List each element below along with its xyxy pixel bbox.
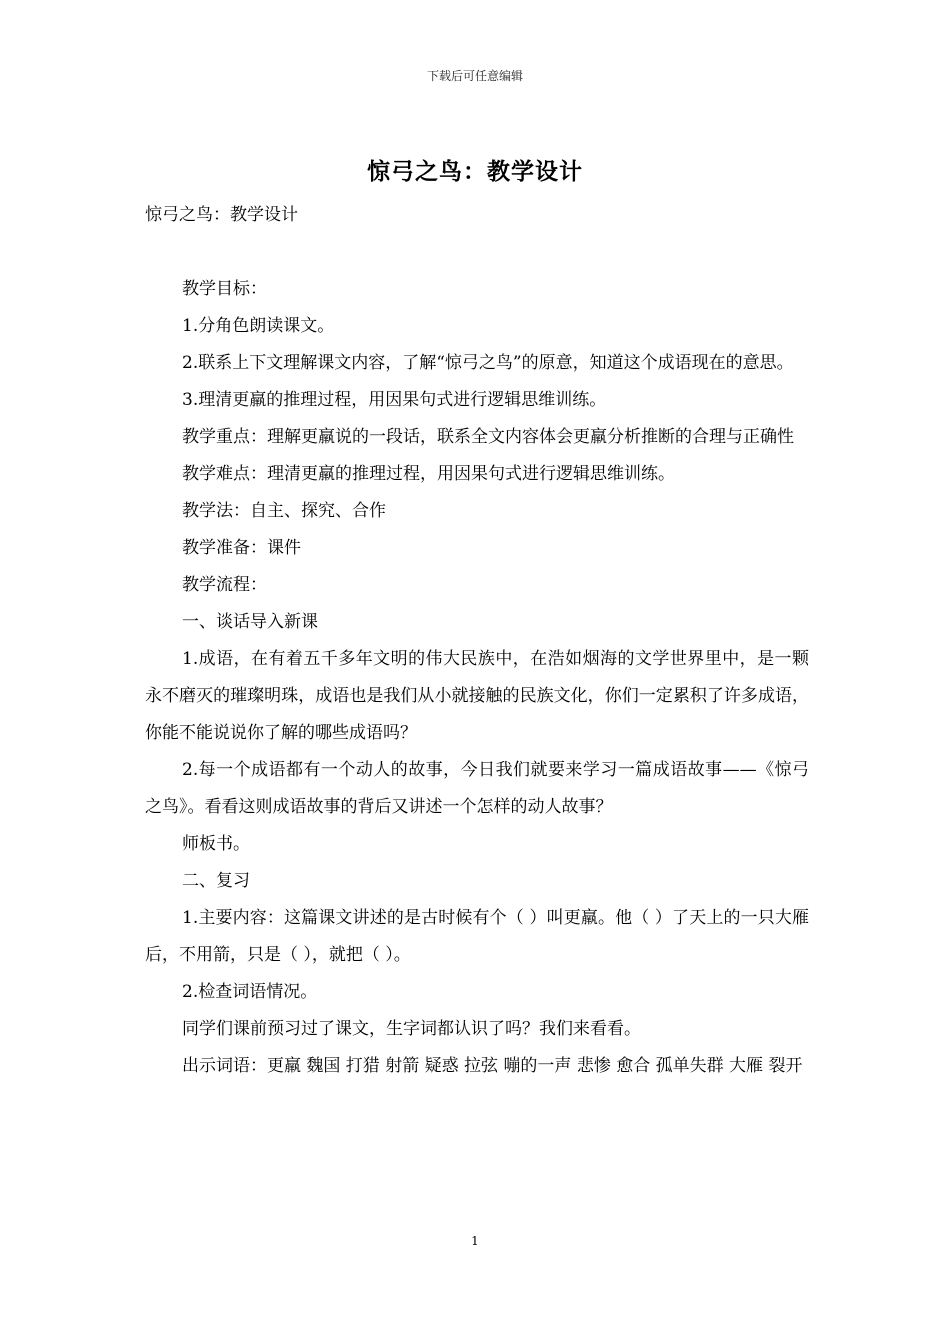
blank-line: [145, 234, 809, 271]
paragraph: 2.检查词语情况。: [182, 982, 318, 1002]
paragraph: 教学重点：理解更羸说的一段话，联系全文内容体会更羸分析推断的合理与正确性: [182, 427, 794, 447]
paragraph: 师板书。: [182, 834, 250, 854]
document-body: [145, 197, 809, 1085]
paragraph: 3.理清更羸的推理过程，用因果句式进行逻辑思维训练。: [182, 390, 607, 410]
paragraph: 教学法：自主、探究、合作: [182, 501, 386, 521]
paragraph: 1.主要内容：这篇课文讲述的是古时候有个（ ）叫更羸。他（ ）了天上的一只大雁后，不用箭，只是（ ），就把（ ）。: [145, 908, 809, 965]
paragraph: 1.分角色朗读课文。: [182, 316, 335, 336]
paragraph: 教学目标：: [182, 279, 267, 299]
paragraph: 1.成语，在有着五千多年文明的伟大民族中，在浩如烟海的文学世界里中，是一颗永不磨灭的璀璨明珠，成语也是我们从小就接触的民族文化，你们一定累积了许多成语，你能不能说说你了解的哪些成语吗？: [145, 649, 809, 743]
paragraph: 2.联系上下文理解课文内容，了解“惊弓之鸟”的原意，知道这个成语现在的意思。: [182, 353, 794, 373]
header-note: 下载后可任意编辑: [426, 69, 523, 83]
paragraph: 教学准备：课件: [182, 538, 301, 558]
paragraph: 2.每一个成语都有一个动人的故事，今日我们就要来学习一篇成语故事——《惊弓之鸟》。看看这则成语故事的背后又讲述一个怎样的动人故事？: [145, 760, 809, 817]
subtitle-line: 惊弓之鸟：教学设计: [145, 205, 298, 225]
document-title: 惊弓之鸟：教学设计: [367, 159, 583, 185]
paragraph: 二、复习: [182, 871, 250, 891]
paragraph: 一、谈话导入新课: [182, 612, 318, 632]
paragraph: 同学们课前预习过了课文，生字词都认识了吗？我们来看看。: [182, 1019, 641, 1039]
page-number: 1: [471, 1234, 479, 1248]
paragraph: 教学难点：理清更羸的推理过程，用因果句式进行逻辑思维训练。: [182, 464, 675, 484]
paragraph: 出示词语：更羸 魏国 打猎 射箭 疑惑 拉弦 嘣的一声 悲惨 愈合 孤单失群 大雁 裂开: [182, 1056, 803, 1076]
paragraph: 教学流程：: [182, 575, 267, 595]
